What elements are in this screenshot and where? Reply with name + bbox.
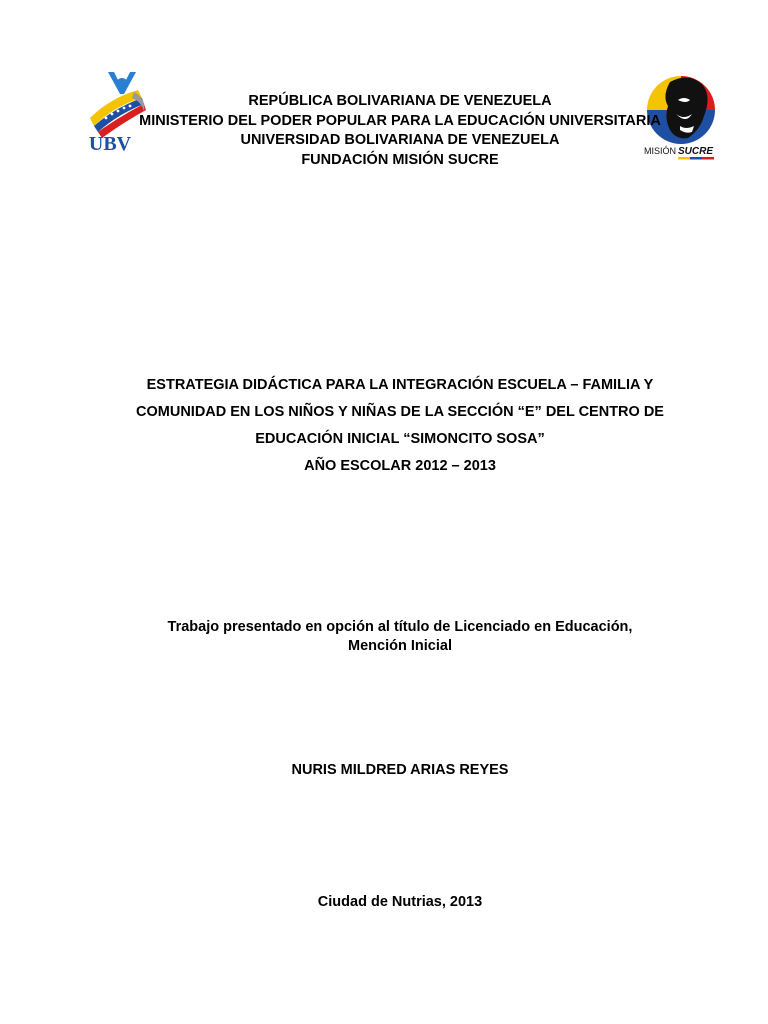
header-line-university: UNIVERSIDAD BOLIVARIANA DE VENEZUELA <box>240 132 560 148</box>
header-line-foundation: FUNDACIÓN MISIÓN SUCRE <box>301 151 499 168</box>
header-line-country: REPÚBLICA BOLIVARIANA DE VENEZUELA <box>248 93 552 109</box>
degree-line-2: Mención Inicial <box>348 638 452 654</box>
degree-statement <box>120 618 680 656</box>
svg-text:UBV: UBV <box>88 133 132 152</box>
title-line-4: AÑO ESCOLAR 2012 – 2013 <box>304 458 496 474</box>
title-line-1: ESTRATEGIA DIDÁCTICA PARA LA INTEGRACIÓN ESCUELA – FAMILIA Y <box>146 377 654 393</box>
author-name: NURIS MILDRED ARIAS REYES <box>291 762 509 778</box>
place-and-year: Ciudad de Nutrias, 2013 <box>317 894 483 910</box>
svg-text:MISIÓN: MISIÓN <box>644 146 677 156</box>
title-line-3: EDUCACIÓN INICIAL “SIMONCITO SOSA” <box>255 431 545 447</box>
thesis-title <box>100 372 700 480</box>
degree-line-1: Trabajo presentado en opción al título de Licenciado en Educación, <box>167 619 633 635</box>
header-line-ministry: MINISTERIO DEL PODER POPULAR PARA LA EDUCACIÓN UNIVERSITARIA <box>139 112 661 129</box>
institution-header <box>120 92 680 170</box>
title-line-2: COMUNIDAD EN LOS NIÑOS Y NIÑAS DE LA SECCIÓN “E” DEL CENTRO DE <box>136 404 664 420</box>
svg-text:SUCRE: SUCRE <box>678 146 714 157</box>
